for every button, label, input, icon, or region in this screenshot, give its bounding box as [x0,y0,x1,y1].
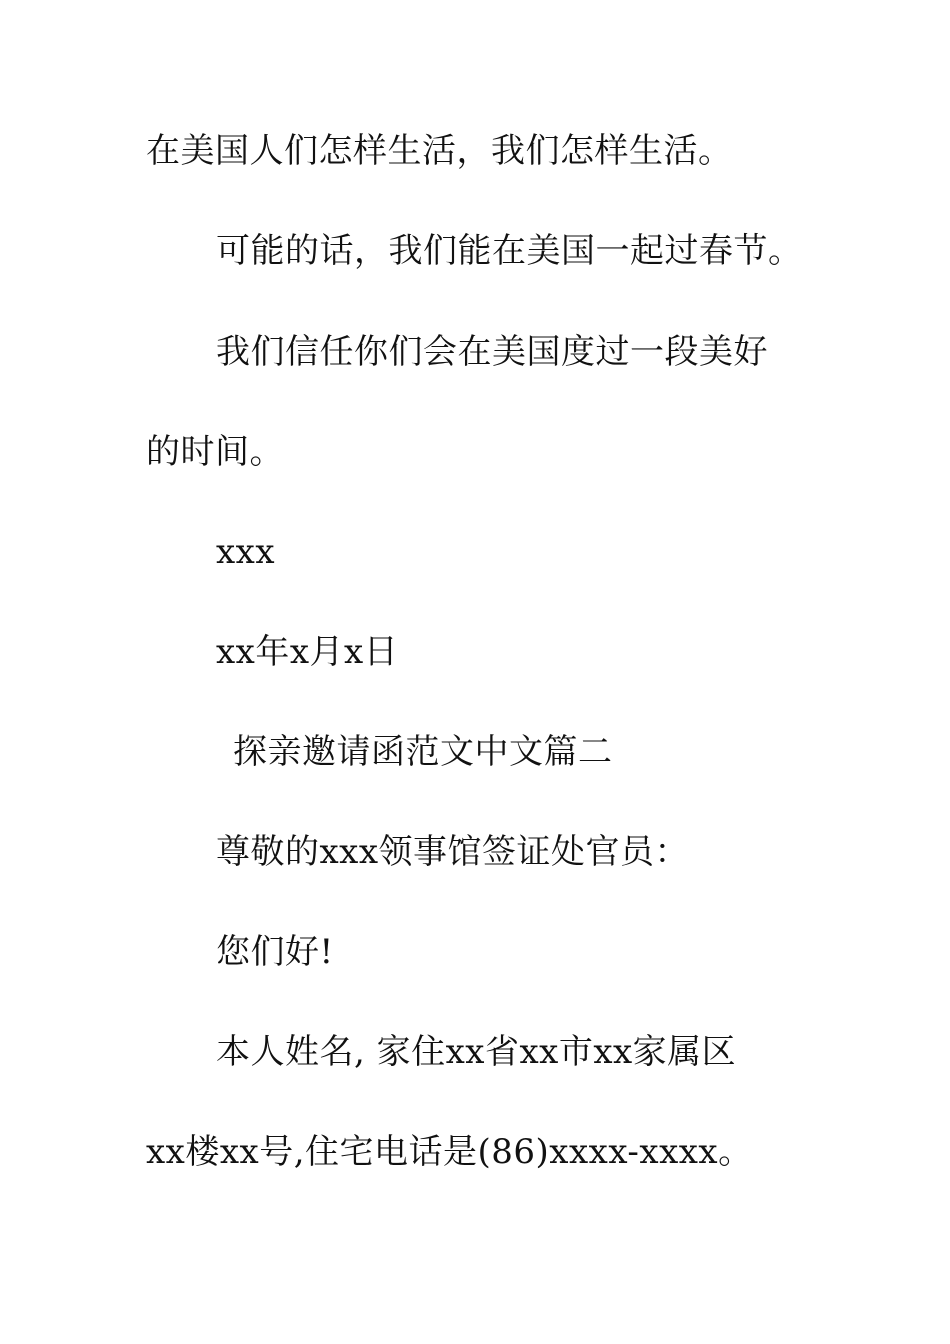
salutation: 尊敬的xxx领事馆签证处官员： [216,832,690,872]
paragraph-line: 本人姓名, 家住xx省xx市xx家属区 [216,1032,737,1072]
paragraph-line: 我们信任你们会在美国度过一段美好 [216,332,768,372]
section-heading: 探亲邀请函范文中文篇二 [233,732,613,772]
greeting: 您们好! [216,932,334,972]
paragraph-line: 在美国人们怎样生活，我们怎样生活。 [146,131,733,171]
signature-date: xx年x月x日 [216,632,399,672]
paragraph-line: 可能的话，我们能在美国一起过春节。 [216,231,803,271]
paragraph-line: 的时间。 [146,432,284,472]
signature-name: xxx [216,532,276,572]
paragraph-line: xx楼xx号,住宅电话是(86)xxxx-xxxx。 [146,1132,753,1172]
